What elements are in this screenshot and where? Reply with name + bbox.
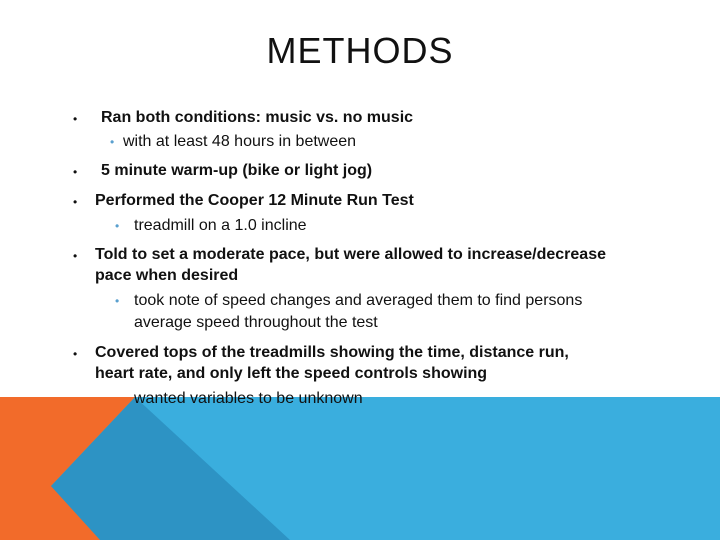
bullet-dot: • [73, 112, 78, 126]
sub-bullet-dot: • [115, 219, 120, 233]
bullet-dot: • [73, 165, 78, 179]
bullet-dot: • [73, 347, 78, 361]
bullet-5-text-line-1: Covered tops of the treadmills showing the time, distance run, [95, 344, 569, 361]
bullet-1-sub: with at least 48 hours in between [123, 133, 357, 150]
bullet-1-text: Ran both conditions: music vs. no music [101, 109, 414, 126]
slide-title: METHODS [266, 30, 454, 71]
bullet-2-text: 5 minute warm-up (bike or light jog) [101, 162, 373, 179]
bullet-3-text: Performed the Cooper 12 Minute Run Test [95, 192, 414, 209]
bullet-5-text-line-2: heart rate, and only left the speed controls showing [95, 365, 488, 382]
sub-bullet-dot: • [115, 294, 120, 308]
bullet-5-plain: wanted variables to be unknown [134, 390, 363, 407]
bullet-4-text-line-1: Told to set a moderate pace, but were allowed to increase/decrease [95, 246, 606, 263]
bullet-4-sub-line-1: took note of speed changes and averaged them to find persons [134, 292, 583, 309]
bullet-4-sub-line-2: average speed throughout the test [134, 314, 378, 331]
bullet-dot: • [73, 195, 78, 209]
bullet-3-sub: treadmill on a 1.0 incline [134, 217, 307, 234]
bullet-4-text-line-2: pace when desired [95, 267, 239, 284]
sub-bullet-dot: • [110, 135, 115, 149]
bullet-dot: • [73, 249, 78, 263]
